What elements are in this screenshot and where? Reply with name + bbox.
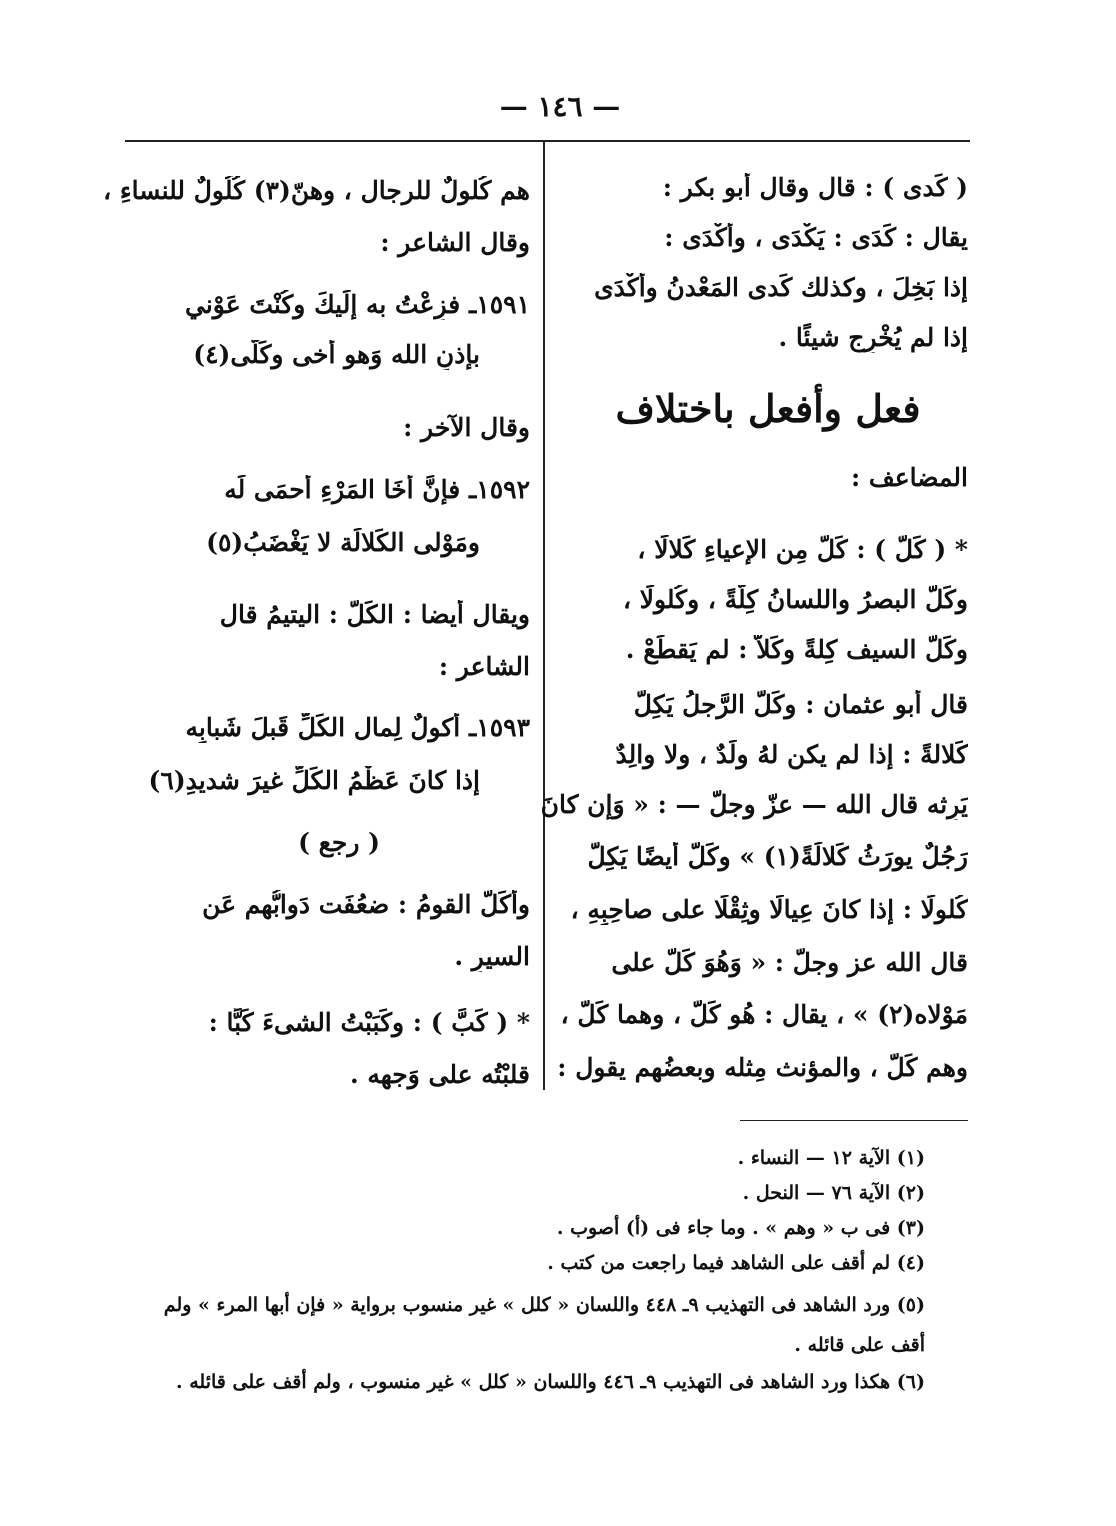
text-line: الشاعر : xyxy=(438,652,530,681)
verse-line: ١٥٩١ـ فزِعْتُ به إلَيكَ وكُنْتَ عَوْني xyxy=(184,290,530,319)
text-line: * ( كَبَّ ) : وكَبَبْتُ الشىءَ كَبًّا : xyxy=(208,1008,530,1037)
text-line: قلبْتُه على وَجهه . xyxy=(349,1060,530,1089)
text-line: * ( كَلَّ ) : كَلَّ مِن الإعياءِ كَلالًا ، xyxy=(637,535,968,564)
text-line: رَجُلٌ يورَثُ كَلالَةً(١) » وكَلَّ أيضًا يَكِلُّ xyxy=(587,842,968,871)
text-line: وكَلَّ السيف كِلةً وكَلاًّ : لم يَقطَعْ . xyxy=(625,635,968,664)
text-line: السيرِ . xyxy=(454,942,530,971)
text-line: ويقال أيضا : الكَلُّ : اليتيمُ قال xyxy=(219,600,530,629)
text-line: إذا بَخِلَ ، وكذلك كَدى المَعْدنُ وأكْدَى xyxy=(594,273,968,302)
footnote: (٥) ورد الشاهد فى التهذيب ٩ـ ٤٤٨ واللسان « كلل » غير منسوب برواية « فإن أبها المرء » ولم أقف على قائله . xyxy=(163,1294,925,1356)
text-line: وكَلَّ البصرُ واللسانُ كِلَّةً ، وكُلولًا ، xyxy=(622,585,968,614)
section-marker: ( رجع ) xyxy=(298,828,380,857)
column-divider xyxy=(543,140,545,1090)
text-line: مَوْلاه(٢) » ، يقال : هُو كَلٌّ ، وهما كَلٌّ ، xyxy=(560,1000,968,1029)
verse-line: ١٥٩٣ـ أكولٌ لِمال الكَلِّ قَبلَ شَبابِه xyxy=(185,713,530,742)
verse-line: ومَوْلى الكَلالَة لا يَغْضَبُ(٥) xyxy=(206,528,480,557)
text-line: وقال الآخر : xyxy=(403,413,530,442)
text-line: وقال الشاعر : xyxy=(380,228,530,257)
footnote: (٢) الآية ٧٦ — النحل . xyxy=(742,1182,925,1204)
text-line: قال الله عز وجلّ : « وَهُوَ كَلٌّ على xyxy=(611,948,968,977)
text-line: كَلالةً : إذا لم يكن لهُ ولَدٌ ، ولا والِدٌ xyxy=(615,740,968,769)
text-line: هم كُلولٌ للرجال ، وهنّ(٣) كُلُولٌ للنساءِ ، xyxy=(103,176,530,205)
verse-line: ١٥٩٢ـ فإنَّ أخَا المَرْءِ أحمَى لَه xyxy=(224,475,530,504)
section-label: المضاعف : xyxy=(850,463,968,492)
footnotes xyxy=(145,1145,925,1404)
page-number: — ١٤٦ — xyxy=(499,90,621,123)
text-line: وأكَلَّ القومُ : ضعُفَت دَوابُّهم عَن xyxy=(202,890,530,919)
verse-line: بإذنِ الله وَهو أخى وكَلّى(٤) xyxy=(193,340,480,369)
footnote: (١) الآية ١٢ — النساء . xyxy=(737,1147,925,1169)
text-line: قال أبو عثمان : وكَلَّ الرَّجلُ يَكِلُّ xyxy=(633,690,968,719)
footnote: (٤) لم أقف على الشاهد فيما راجعت من كتب . xyxy=(547,1252,925,1274)
text-line: يقال : كَدَى : يَكْدَى ، وأكْدَى : xyxy=(664,223,968,252)
verse-line: إذا كانَ عَظْمُ الكَلِّ غيرَ شديدِ(٦) xyxy=(148,766,480,795)
text-line: ( كَدى ) : قال وقال أبو بكر : xyxy=(662,173,968,202)
footnote: (٣) فى ب « وهم » . وما جاء فى (أ) أصوب . xyxy=(556,1217,925,1239)
text-line: وهم كَلٌّ ، والمؤنث مِثله وبعضُهم يقول : xyxy=(557,1053,968,1082)
text-line: يَرِثه قال الله — عزّ وجلّ — : « وَإن كانَ xyxy=(540,790,968,819)
text-line: كُلولًا : إذا كانَ عِيالًا وثِقْلًا على صاحِبِهِ ، xyxy=(570,895,968,924)
section-heading: فعل وأفعل باختلاف xyxy=(615,386,921,431)
text-line: إذا لم يُخْرِج شيئًا . xyxy=(778,323,968,352)
footnote: (٦) هكذا ورد الشاهد فى التهذيب ٩ـ ٤٤٦ واللسان « كلل » غير منسوب ، ولم أقف على قائله . xyxy=(176,1371,925,1393)
header-rule xyxy=(125,140,970,142)
footnote-rule xyxy=(740,1120,968,1121)
